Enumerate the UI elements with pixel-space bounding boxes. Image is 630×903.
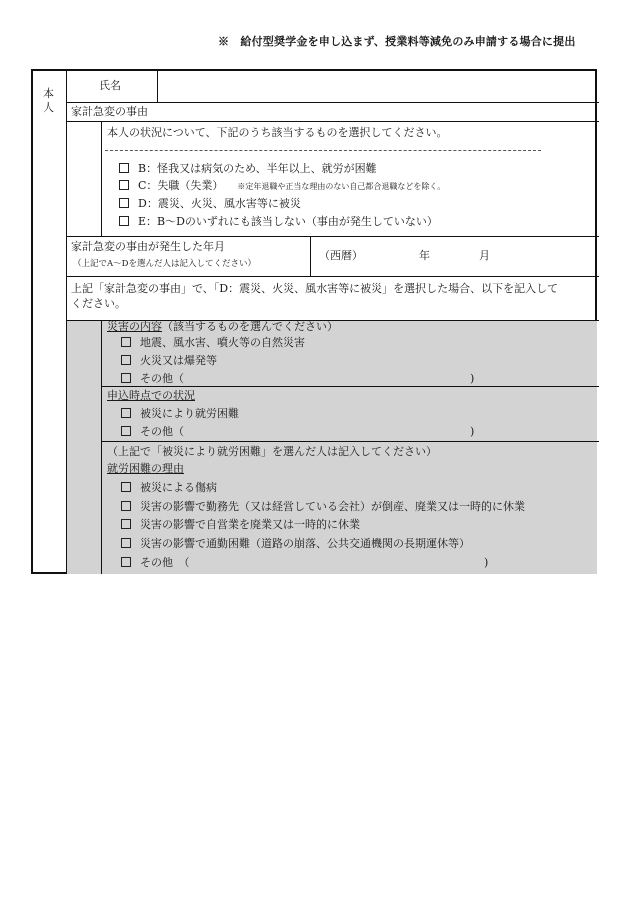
- disaster-item-other-label: その他（: [140, 372, 184, 385]
- checkbox-difficulty-other[interactable]: [121, 557, 131, 567]
- status-item-difficulty[interactable]: [121, 407, 239, 421]
- disaster-content-title: 災害の内容: [107, 320, 162, 333]
- checkbox-d[interactable]: [119, 198, 129, 208]
- disaster-content-heading: [107, 320, 338, 334]
- header-note: ※ 給付型奨学金を申し込まず、授業料等減免のみ申請する場合に提出: [218, 35, 576, 48]
- disaster-other-input[interactable]: [193, 371, 463, 385]
- difficulty-other-close: ): [484, 556, 489, 569]
- disaster-item-natural-label: 地震、風水害、噴火等の自然災害: [140, 336, 305, 349]
- disaster-other-close: ): [470, 372, 475, 385]
- checkbox-injury[interactable]: [121, 482, 131, 492]
- option-c[interactable]: [119, 179, 445, 194]
- option-e-label: E：B～Dのいずれにも該当しない（事由が発生していない）: [138, 215, 438, 228]
- form-table: [31, 69, 597, 574]
- year-label: 年: [419, 249, 430, 262]
- disaster-item-other[interactable]: [121, 372, 184, 386]
- difficulty-title: 就労困難の理由: [107, 462, 184, 475]
- name-input[interactable]: [159, 73, 595, 100]
- difficulty-item-employer[interactable]: [121, 500, 525, 514]
- checkbox-fire[interactable]: [121, 355, 131, 365]
- option-d-label: D：震災、火災、風水害等に被災: [138, 197, 301, 210]
- disaster-content-hint: （該当するものを選んでください）: [162, 320, 338, 333]
- difficulty-item-commute[interactable]: [121, 537, 470, 551]
- checkbox-self-employed-closure[interactable]: [121, 519, 131, 529]
- side-label: 本人: [43, 87, 54, 114]
- checkbox-status-other[interactable]: [121, 426, 131, 436]
- checkbox-natural-disaster[interactable]: [121, 337, 131, 347]
- month-label: 月: [479, 249, 490, 262]
- difficulty-item-other-label: その他 （: [140, 556, 190, 569]
- status-item-other-label: その他（: [140, 425, 184, 438]
- difficulty-other-input[interactable]: [208, 555, 478, 569]
- status-other-close: ): [470, 425, 475, 438]
- checkbox-b[interactable]: [119, 163, 129, 173]
- checkbox-disaster-other[interactable]: [121, 373, 131, 383]
- difficulty-item-injury[interactable]: [121, 481, 217, 495]
- shaded-indent-column: [67, 320, 101, 574]
- reason-title: 家計急変の事由: [71, 105, 148, 118]
- option-d[interactable]: [119, 197, 301, 211]
- disaster-instruction-line1: 上記「家計急変の事由」で、「D：震災、火災、風水害等に被災」を選択した場合、以下を記入して: [71, 282, 559, 295]
- difficulty-note: （上記で「被災により就労困難」を選んだ人は記入してください）: [107, 445, 437, 458]
- difficulty-item-commute-label: 災害の影響で通勤困難（道路の崩落、公共交通機関の長期運休等）: [140, 537, 470, 550]
- disaster-instruction-line2: ください。: [71, 297, 126, 310]
- option-b[interactable]: [119, 162, 377, 176]
- checkbox-employer-closure[interactable]: [121, 501, 131, 511]
- difficulty-item-injury-label: 被災による傷病: [140, 481, 217, 494]
- name-label: 氏名: [99, 79, 121, 92]
- era-label: （西暦）: [319, 249, 363, 262]
- option-e[interactable]: [119, 215, 438, 229]
- occurrence-label: 家計急変の事由が発生した年月: [71, 240, 225, 253]
- checkbox-commute-difficulty[interactable]: [121, 538, 131, 548]
- current-status-title: 申込時点での状況: [107, 389, 195, 402]
- month-input[interactable]: [433, 243, 477, 269]
- difficulty-item-selfemployed-label: 災害の影響で自営業を廃業又は一時的に休業: [140, 518, 360, 531]
- status-item-other[interactable]: [121, 425, 184, 439]
- disaster-item-natural[interactable]: [121, 336, 305, 350]
- instruction-text: 本人の状況について、下記のうち該当するものを選択してください。: [107, 126, 448, 139]
- option-c-label: C：失職（失業）: [138, 179, 224, 192]
- status-item-difficulty-label: 被災により就労困難: [140, 407, 239, 420]
- checkbox-c[interactable]: [119, 180, 129, 190]
- occurrence-sublabel: （上記でA～Dを選んだ人は記入してください）: [73, 259, 256, 269]
- disaster-item-fire[interactable]: [121, 354, 217, 368]
- option-b-label: B：怪我又は病気のため、半年以上、就労が困難: [138, 162, 377, 175]
- option-c-note: ※定年退職や正当な理由のない自己都合退職などを除く。: [237, 182, 446, 191]
- disaster-item-fire-label: 火災又は爆発等: [140, 354, 217, 367]
- year-input[interactable]: [363, 243, 418, 269]
- difficulty-item-employer-label: 災害の影響で勤務先（又は経営している会社）が倒産、廃業又は一時的に休業: [140, 500, 525, 513]
- difficulty-item-selfemployed[interactable]: [121, 518, 360, 532]
- checkbox-e[interactable]: [119, 216, 129, 226]
- difficulty-item-other[interactable]: [121, 556, 190, 570]
- checkbox-work-difficulty[interactable]: [121, 408, 131, 418]
- status-other-input[interactable]: [193, 424, 463, 438]
